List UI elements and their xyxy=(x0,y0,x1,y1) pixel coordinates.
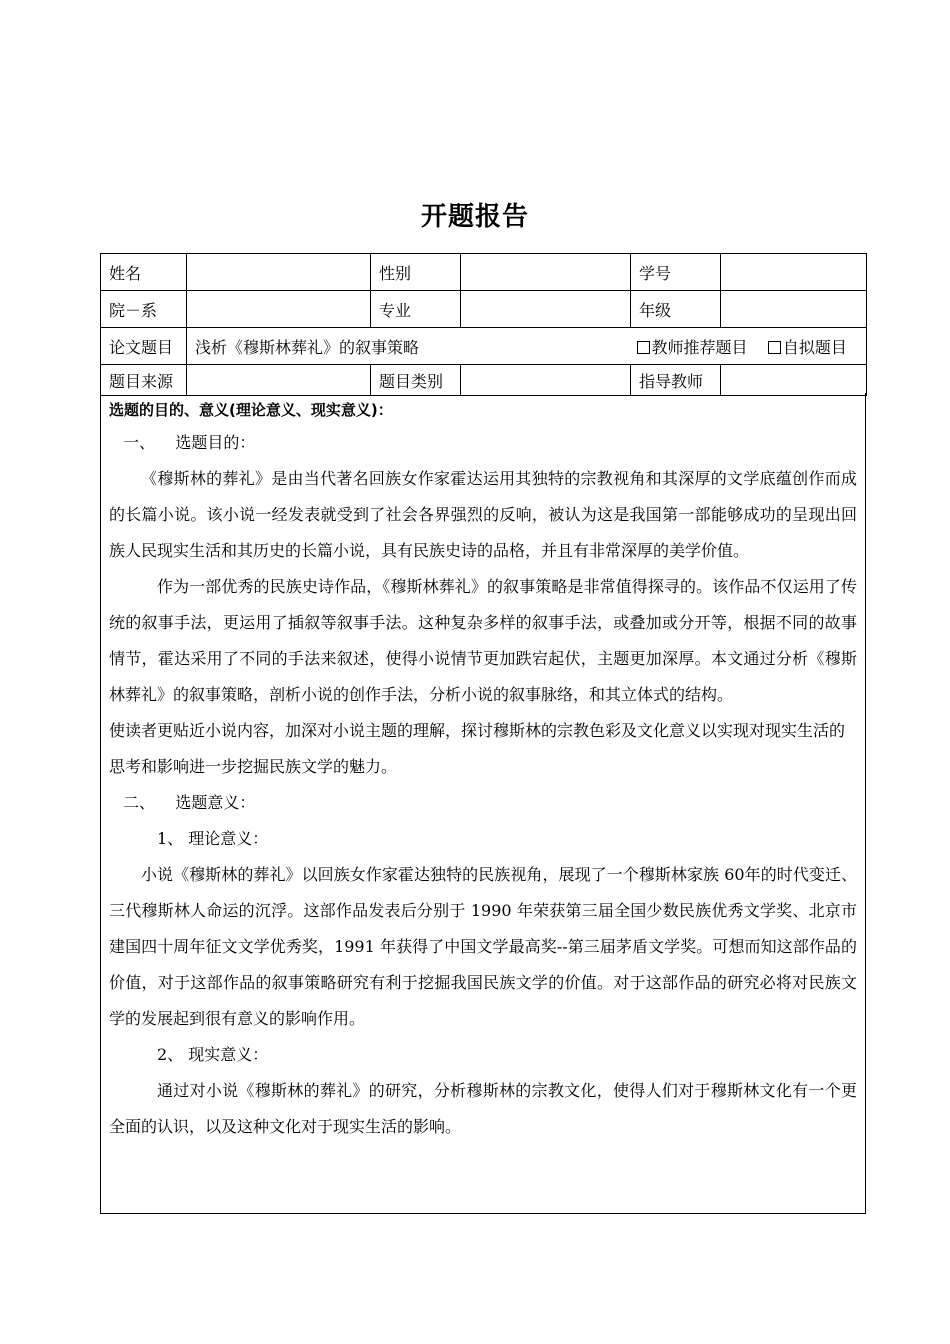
section1-title: 一、 选题目的： xyxy=(123,433,256,452)
student-id-field[interactable] xyxy=(721,254,867,291)
category-label: 题目类别 xyxy=(371,365,461,396)
self-proposed-label: 自拟题目 xyxy=(782,337,847,357)
section2-title: 二、 选题意义： xyxy=(123,793,256,812)
form-row-source xyxy=(101,365,867,396)
paragraph-1: 《穆斯林的葬礼》是由当代著名回族女作家霍达运用其独特的宗教视角和其深厚的文学底蕴创作而成的长篇小说。该小说一经发表就受到了社会各界强烈的反响，被认为这是我国第一部能够成功的呈现出回族人民现实生活和其历史的长篇小说，具有民族史诗的品格，并且有非常深厚的美学价值。 xyxy=(109,469,857,560)
gender-label: 性别 xyxy=(371,254,461,291)
checkbox-icon xyxy=(637,341,650,354)
advisor-field[interactable] xyxy=(721,365,867,396)
page-title: 开题报告 xyxy=(420,202,529,232)
checkbox-icon xyxy=(768,341,781,354)
paragraph-3: 使读者更贴近小说内容，加深对小说主题的理解，探讨穆斯林的宗教色彩及文化意义以实现对现实生活的思考和影响进一步挖掘民族文学的魅力。 xyxy=(109,721,846,776)
form-row-thesis-title xyxy=(101,328,867,365)
category-field[interactable] xyxy=(461,365,631,396)
self-proposed-checkbox[interactable] xyxy=(768,338,847,357)
form-row-dept xyxy=(101,291,867,328)
dept-field[interactable] xyxy=(187,291,371,328)
info-form-table xyxy=(100,253,867,396)
name-field[interactable] xyxy=(187,254,371,291)
source-label: 题目来源 xyxy=(101,365,187,396)
paragraph-2: 作为一部优秀的民族史诗作品，《穆斯林葬礼》的叙事策略是非常值得探寻的。该作品不仅运用了传统的叙事手法，更运用了插叙等叙事手法。这种复杂多样的叙事手法，或叠加或分开等，根据不同的故事情节，霍达采用了不同的手法来叙述，使得小说情节更加跌宕起伏，主题更加深厚。本文通过分析《穆斯林葬礼》的叙事策略，剖析小说的创作手法，分析小说的叙事脉络，和其立体式的结构。 xyxy=(109,577,857,704)
name-label: 姓名 xyxy=(101,254,187,291)
thesis-title-field[interactable]: 浅析《穆斯林葬礼》的叙事策略 xyxy=(187,328,631,365)
grade-field[interactable] xyxy=(721,291,867,328)
dept-label: 院－系 xyxy=(101,291,187,328)
grade-label: 年级 xyxy=(631,291,721,328)
paragraph-5: 通过对小说《穆斯林的葬礼》的研究，分析穆斯林的宗教文化，使得人们对于穆斯林文化有一个更全面的认识，以及这种文化对于现实生活的影响。 xyxy=(109,1081,857,1136)
section-heading: 选题的目的、意义(理论意义、现实意义)： xyxy=(109,401,393,419)
paragraph-4: 小说《穆斯林的葬礼》以回族女作家霍达独特的民族视角，展现了一个穆斯林家族 60年的时代变迁、三代穆斯林人命运的沉浮。这部作品发表后分别于 1990 年荣获第三届全国少数民族优秀文学奖、北京市建国四十周年征文文学优秀奖，1991 年获得了中国文学最高奖--第三届茅盾文学奖。可想而知这部作品的价值，对于这部作品的叙事策略研究有利于挖掘我国民族文学的价值。对于这部作品的研究必将对民族文学的发展起到很有意义的影响作用。 xyxy=(109,865,857,1028)
subsection1-title: 1、 理论意义： xyxy=(157,829,269,848)
major-label: 专业 xyxy=(371,291,461,328)
source-field[interactable] xyxy=(187,365,371,396)
subsection2-title: 2、 现实意义： xyxy=(157,1045,269,1064)
title-type-options xyxy=(631,328,867,365)
major-field[interactable] xyxy=(461,291,631,328)
gender-field[interactable] xyxy=(461,254,631,291)
thesis-title-label: 论文题目 xyxy=(101,328,187,365)
teacher-recommended-label: 教师推荐题目 xyxy=(651,337,748,357)
teacher-recommended-checkbox[interactable] xyxy=(637,338,748,357)
purpose-significance-section xyxy=(100,393,866,1214)
form-row-name xyxy=(101,254,867,291)
advisor-label: 指导教师 xyxy=(631,365,721,396)
student-id-label: 学号 xyxy=(631,254,721,291)
